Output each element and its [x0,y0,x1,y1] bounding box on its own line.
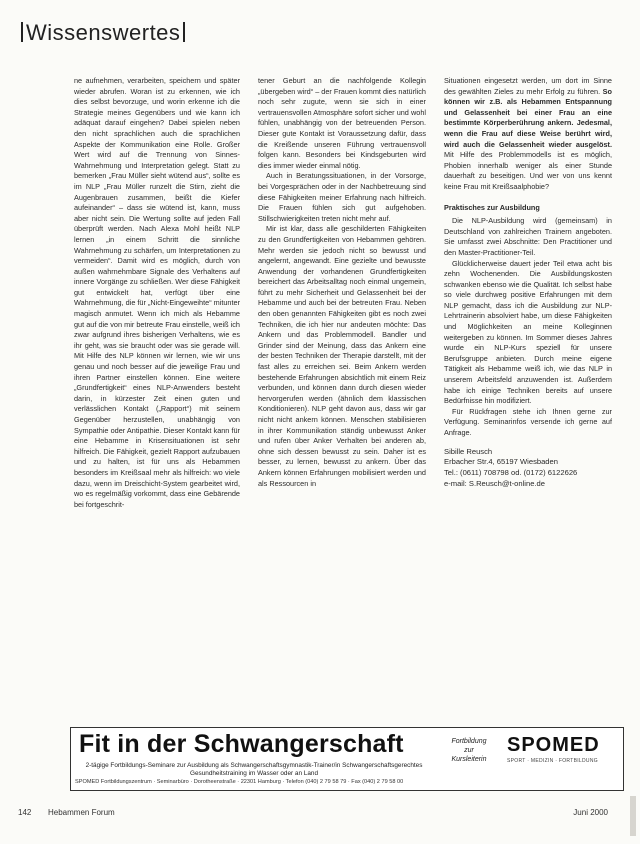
header-bar-right [183,22,185,42]
section-header [18,20,188,46]
author-address: Erbacher Str.4, 65197 Wiesbaden [444,457,558,467]
column-1 [74,76,240,724]
column-2 [258,76,426,724]
issue-date: Juni 2000 [573,808,608,817]
ad-contact-line: SPOMED Fortbildungszentrum · Seminarbüro · Dorotheenstraße · 22301 Hamburg · Telefon (040) 2 79 58 79 · Fax (040) 2 79 58 00 [75,779,404,785]
author-email: e-mail: S.Reusch@t-online.de [444,478,545,488]
paragraph-text: Situationen eingesetzt werden, um dort im Sinne des gewählten Zieles zu mehr Erfolg zu führen. [444,76,612,96]
ad-course-label [437,737,501,764]
subheading: Praktisches zur Ausbildung [444,202,540,212]
paragraph [258,76,426,171]
paragraph: Für Rückfragen stehe ich Ihnen gerne zur Verfügung. Seminarinfos versende ich gerne auf Anfrage. [444,406,612,437]
paragraph: Mir ist klar, dass alle geschilderten Fähigkeiten zu den Grundfertigkeiten von Hebammen gehören. Mehr werden sie jedoch nicht so bewusst und angelernt, angewandt. Eine gezielte und bewusste Anwendung der vorhandenen Grundfertigkeiten bereichert das Arbeitsalltag noch einmal ungemein, führt zu mehr Sicherheit und Gelassenheit bei der Hebamme und auch bei der betreuten Frau. Neben den oben genannten Fähigkeiten gibt es noch zwei Techniken, die ich hier nur andeuten möchte: Das Ankern und das Problemmodell. Bandler und Grinder sind der Meinung, dass das Ankern eine der besten Techniken der Therapie darstellt, mit der fast alles zu erreichen sei. Beim Ankern werden bestehende Erfahrungen absichtlich mit einem Reiz verbunden, und können dann durch diesen wieder hervorgerufen werden (ähnlich dem klassischen Konditionieren). NLP geht davon aus, dass wir gar nicht nicht ankern können. Menschen stabilisieren in ihrer Kommunikation ständig unbewusst Anker und rufen über Anker Verhalten bei anderen ab, ohne sich dessen bewusst zu sein. Daher ist es besser, zu lernen, bewusst zu ankern. Über das Ankern können Erfahrungen mobilisiert werden und als Ressourcen in [258,224,426,488]
author-phone: Tel.: (0611) 708798 od. (0172) 6122626 [444,468,578,478]
author-signature [444,447,612,490]
spomed-logo [507,734,615,764]
author-name: Sibille Reusch [444,446,493,456]
section-title: Wissenswertes [26,20,181,45]
magazine-name: Hebammen Forum [48,808,115,817]
article-body [74,76,614,724]
paragraph: ne aufnehmen, verarbeiten, speichern und später wieder abrufen. Woran ist zu erkennen, wie ich dies selbst bevorzuge, und worin erkenne ich die Strategie meines Gegenübers und wie kann ich adäquat darauf eingehen? Dabei spielen neben den nicht sprachlichen auch die sprachlichen Aspekte der Kommunikation eine Rolle. Großer Wert wird auf die Trennung von Sinnes-Wahrnehmung und Interpretation gelegt. Statt zu bemerken „Frau Müller sieht wütend aus“, sollte es im NLP „Frau Müller runzelt die Stirn, zieht die Augenbrauen zusammen, beißt die Kiefer aufeinander“ – dass sie wütend ist, kann, muss aber nicht sein. Die Wertung sollte auf jeden Fall überprüft werden. Nach Alexa Mohl heißt NLP lernen „in einem Schritt die sinnliche Wahrnehmung zu schärfen, um Interpretationen zu vermeiden“. Damit wird es möglich, durch von außen wahrnehmbare Signale des Verhaltens auf innere Vorgänge zu schließen. Wer diese Fähigkeit gut entwickelt hat, verfügt über eine Wahrnehmung, die für „Nicht-Eingeweihte“ mitunter magisch anmutet. Wenn ich mich als Hebamme gut auf die von mir betreute Frau einstelle, weiß ich zwar aufgrund ihres bisherigen Verhaltens, wie es ihr geht, was sie braucht oder was sie gerade will. Mit Hilfe des NLP können wir lernen, wie wir uns genau und noch besser auf die jeweilige Frau und ihren Partner einstellen können. Eine weitere „Grundfertigkeit“ eines NLP-Anwenders besteht darin, in kürzester Zeit einen guten und verlässlichen Kontakt („Rapport“) mit seinem Gegenüber herzustellen, unabhängig von Sympathie oder Antipathie. Dieser Kontakt kann für eine Hebamme in Krisensituationen ist sehr hilfreich. Die Fähigkeit, gezielt Rapport aufzubauen und zu halten, ist für uns als Hebammen besonders im Kreißsaal mehr als hilfreich: wo viele dazu, wenn im Dreischicht-System gearbeitet wird, wo es regelmäßig vorkommt, dass eine Gebärende bei fortgeschrit- [74,76,240,509]
paragraph [444,76,612,193]
paragraph: Die NLP-Ausbildung wird (gemeinsam) in Deutschland von zahlreichen Trainern angeboten. Sie umfasst zwei Abschnitte: Den Practitioner und den Master-Practitioner-Teil. [444,216,612,257]
paragraph: Glücklicherweise dauert jeder Teil etwa acht bis zehn Wochenenden. Die Ausbildungskosten schwanken ebenso wie die Qualität. Ich selbst habe so viele durchweg positive Erfahrungen mit dem NLP gemacht, dass ich die Ausbildung zur NLP-Lehrtrainerin absolviert habe, um diese Fähigkeiten und Möglichkeiten an meine Kolleginnen weitergeben zu können. Im Sommer dieses Jahres wurde ein NLP-Kurs speziell für unsere Berufsgruppe anbieten. Durch meine eigene Tätigkeit als Hebamme weiß ich, wie das NLP in unserem Arbeitsfeld anzuwenden ist. Außerdem habe ich einige Techniken bereits auf unsere Bedürfnisse hin modifiziert. [444,258,612,406]
paragraph: Auch in Beratungssituationen, in der Vorsorge, bei Vorgesprächen oder in der Nachbetreuung sind diese Fähigkeiten meiner Erfahrung nach hilfreich. Die Frauen fühlen sich gut aufgehoben. Stillschwierigkeiten treten nicht mehr auf. [258,171,426,223]
advertisement [70,727,624,791]
page-edge [630,796,636,836]
header-bar-left [21,22,23,42]
logo-text: SPOMED [507,734,600,756]
logo-tagline: SPORT · MEDIZIN · FORTBILDUNG [507,758,598,764]
column-3 [444,76,612,724]
page-number: 142 [18,808,32,817]
ad-title: Fit in der Schwangerschaft [79,730,404,758]
ad-subtitle: 2-tägige Fortbildungs-Seminare zur Ausbildung als Schwangerschaftsgymnastik-Trainer/in Schwangerschaftsgerechtes Gesundheitstraining im Wasser oder an Land [85,762,423,777]
ad-course-line: Fortbildung [451,738,487,745]
paragraph-text: tener Geburt an die nachfolgende Kollegin „übergeben wird“ – der Frauen kommt dies natürlich noch sehr zugute, wenn sie sich in einer vertrauensvollen Atmosphäre sofort sicher und wohl fühlen, unabhängig von der betreuenden Person. Dieser gute Kontakt ist Voraussetzung dafür, dass die Kreißende unseren Führung vertrauensvoll folgen kann. Besonders bei Kindsgeburten wird dies immer wieder einmal nötig. [258,76,426,170]
paragraph-text: Mit Hilfe des Problemmodells ist es möglich, Phobien innerhalb weniger als einer Stunde dauerhaft zu beseitigen. Und wer von uns kennt keine Frau mit Kreißsaalphobie? [444,150,612,191]
ad-course-line: zur [464,747,474,754]
ad-course-line: Kursleiterin [451,756,487,763]
bold-text: So können wir z.B. als Hebammen Entspannung und Gelassenheit bei einer Frau an eine bestimmte Körperberührung ankern. Jedesmal, wenn die Frau auf diese Weise berührt wird, wird auch die Gelassenheit wieder ausgelöst. [444,86,612,149]
